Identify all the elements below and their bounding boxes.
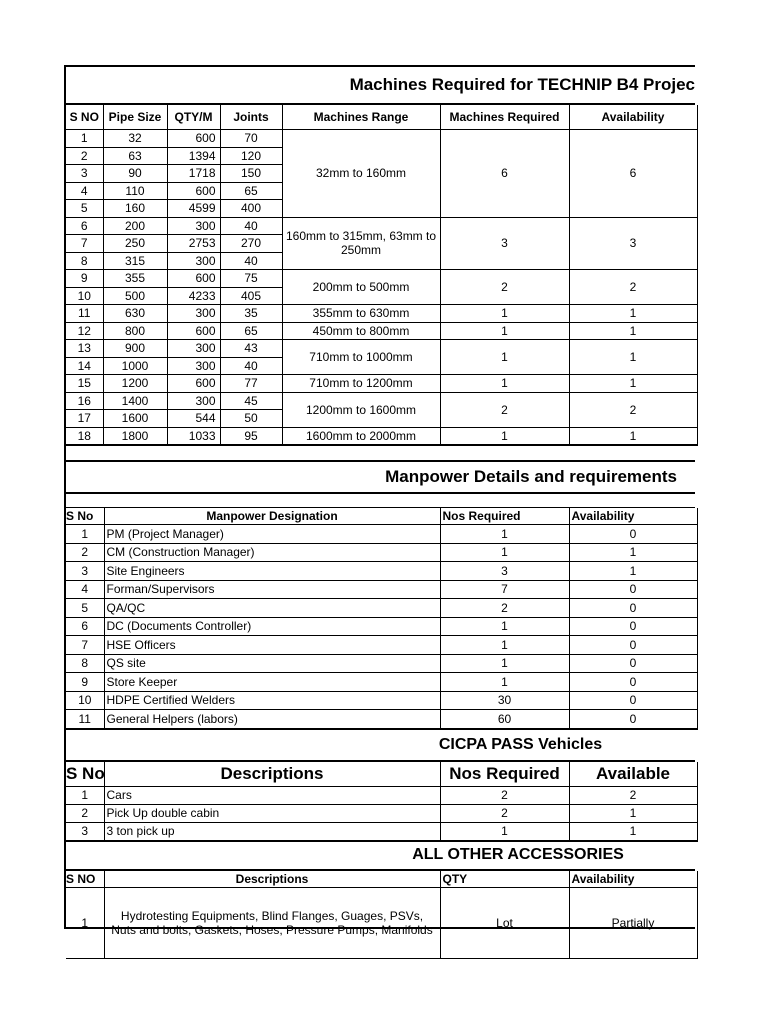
pipe-size-cell: 63 (103, 147, 167, 165)
manpower-table (66, 508, 698, 730)
machines-range-cell: 710mm to 1200mm (282, 375, 440, 393)
table-row (66, 636, 697, 655)
table-row (66, 710, 697, 729)
machines-required-cell: 6 (440, 130, 569, 218)
designation-cell: General Helpers (labors) (104, 710, 440, 729)
nos-required-cell: 1 (440, 822, 569, 841)
sno-cell: 5 (66, 599, 104, 618)
sno-cell: 16 (66, 392, 103, 410)
sno-cell: 8 (66, 252, 103, 270)
sno-cell: 2 (66, 804, 104, 822)
nos-required-cell: 1 (440, 543, 569, 562)
description-cell: Cars (104, 786, 440, 804)
designation-cell: QA/QC (104, 599, 440, 618)
machines-required-cell: 1 (440, 427, 569, 445)
pipe-size-cell: 1800 (103, 427, 167, 445)
qty-cell: Lot (440, 887, 569, 958)
machines-required-cell: 2 (440, 392, 569, 427)
availability-cell: Partially (569, 887, 697, 958)
table-row (66, 543, 697, 562)
col-availability: Availability (569, 871, 697, 888)
table-row (66, 427, 697, 445)
sno-cell: 1 (66, 786, 104, 804)
vehicles-title: CICPA PASS Vehicles (66, 730, 695, 762)
machines-range-cell: 200mm to 500mm (282, 270, 440, 305)
col-sno: S NO (66, 871, 104, 888)
col-machines-range: Machines Range (282, 105, 440, 130)
section-spacer (66, 446, 695, 462)
qty-cell: 600 (167, 270, 220, 288)
pipe-size-cell: 315 (103, 252, 167, 270)
nos-required-cell: 2 (440, 786, 569, 804)
qty-cell: 600 (167, 182, 220, 200)
pipe-size-cell: 32 (103, 130, 167, 148)
availability-cell: 1 (569, 375, 697, 393)
pipe-size-cell: 1400 (103, 392, 167, 410)
sno-cell: 8 (66, 654, 104, 673)
col-available: Available (569, 762, 697, 787)
sno-cell: 9 (66, 673, 104, 692)
qty-cell: 300 (167, 357, 220, 375)
qty-cell: 4233 (167, 287, 220, 305)
nos-required-cell: 3 (440, 562, 569, 581)
machines-required-cell: 1 (440, 340, 569, 375)
sno-cell: 9 (66, 270, 103, 288)
machines-range-cell: 32mm to 160mm (282, 130, 440, 218)
designation-cell: Forman/Supervisors (104, 580, 440, 599)
availability-cell: 3 (569, 217, 697, 270)
joints-cell: 70 (220, 130, 282, 148)
table-row (66, 691, 697, 710)
joints-cell: 405 (220, 287, 282, 305)
table-row (66, 673, 697, 692)
machines-table (66, 105, 698, 446)
joints-cell: 75 (220, 270, 282, 288)
col-descriptions: Descriptions (104, 871, 440, 888)
table-row (66, 822, 697, 841)
joints-cell: 40 (220, 252, 282, 270)
joints-cell: 65 (220, 322, 282, 340)
table-row (66, 617, 697, 636)
joints-cell: 270 (220, 235, 282, 253)
qty-cell: 600 (167, 130, 220, 148)
pipe-size-cell: 500 (103, 287, 167, 305)
qty-cell: 2753 (167, 235, 220, 253)
joints-cell: 45 (220, 392, 282, 410)
sno-cell: 13 (66, 340, 103, 358)
availability-cell: 0 (569, 710, 697, 729)
sno-cell: 15 (66, 375, 103, 393)
accessories-title: ALL OTHER ACCESSORIES (66, 842, 695, 871)
table-row (66, 305, 697, 323)
designation-cell: HSE Officers (104, 636, 440, 655)
available-cell: 1 (569, 804, 697, 822)
nos-required-cell: 1 (440, 636, 569, 655)
qty-cell: 300 (167, 392, 220, 410)
sno-cell: 14 (66, 357, 103, 375)
joints-cell: 40 (220, 357, 282, 375)
nos-required-cell: 1 (440, 654, 569, 673)
col-availability: Availability (569, 105, 697, 130)
designation-cell: PM (Project Manager) (104, 525, 440, 544)
sno-cell: 1 (66, 130, 103, 148)
pipe-size-cell: 110 (103, 182, 167, 200)
qty-cell: 300 (167, 340, 220, 358)
machines-required-cell: 1 (440, 322, 569, 340)
availability-cell: 0 (569, 599, 697, 618)
pipe-size-cell: 800 (103, 322, 167, 340)
sno-cell: 10 (66, 691, 104, 710)
joints-cell: 65 (220, 182, 282, 200)
designation-cell: HDPE Certified Welders (104, 691, 440, 710)
col-machines-required: Machines Required (440, 105, 569, 130)
joints-cell: 35 (220, 305, 282, 323)
qty-cell: 600 (167, 375, 220, 393)
table-row (66, 130, 697, 148)
pipe-size-cell: 250 (103, 235, 167, 253)
machines-range-cell: 160mm to 315mm, 63mm to 250mm (282, 217, 440, 270)
nos-required-cell: 1 (440, 617, 569, 636)
nos-required-cell: 30 (440, 691, 569, 710)
table-row (66, 580, 697, 599)
sno-cell: 12 (66, 322, 103, 340)
availability-cell: 1 (569, 322, 697, 340)
description-cell: Pick Up double cabin (104, 804, 440, 822)
availability-cell: 0 (569, 691, 697, 710)
availability-cell: 0 (569, 636, 697, 655)
qty-cell: 600 (167, 322, 220, 340)
col-sno: S No (66, 762, 104, 787)
machines-header-row (66, 105, 697, 130)
sno-cell: 10 (66, 287, 103, 305)
availability-cell: 1 (569, 562, 697, 581)
col-qty: QTY/M (167, 105, 220, 130)
col-pipe-size: Pipe Size (103, 105, 167, 130)
joints-cell: 40 (220, 217, 282, 235)
joints-cell: 77 (220, 375, 282, 393)
sno-cell: 4 (66, 182, 103, 200)
accessories-header-row (66, 871, 697, 888)
availability-cell: 1 (569, 340, 697, 375)
vehicles-table (66, 762, 698, 842)
sno-cell: 18 (66, 427, 103, 445)
manpower-title: Manpower Details and requirements (66, 462, 695, 494)
table-row (66, 786, 697, 804)
sno-cell: 6 (66, 617, 104, 636)
availability-cell: 0 (569, 580, 697, 599)
qty-cell: 300 (167, 252, 220, 270)
availability-cell: 1 (569, 427, 697, 445)
pipe-size-cell: 630 (103, 305, 167, 323)
pipe-size-cell: 355 (103, 270, 167, 288)
sno-cell: 11 (66, 305, 103, 323)
nos-required-cell: 2 (440, 599, 569, 618)
description-cell: Hydrotesting Equipments, Blind Flanges, Guages, PSVs, Nuts and bolts, Gaskets, Hoses, Pressure Pumps, Manifolds (104, 887, 440, 958)
designation-cell: QS site (104, 654, 440, 673)
pipe-size-cell: 1000 (103, 357, 167, 375)
sno-cell: 17 (66, 410, 103, 428)
col-nos-required: Nos Required (440, 762, 569, 787)
sno-cell: 7 (66, 235, 103, 253)
available-cell: 2 (569, 786, 697, 804)
table-row (66, 270, 697, 288)
accessories-table (66, 871, 698, 959)
machines-range-cell: 355mm to 630mm (282, 305, 440, 323)
machines-title: Machines Required for TECHNIP B4 Projec (66, 67, 695, 105)
sno-cell: 7 (66, 636, 104, 655)
joints-cell: 95 (220, 427, 282, 445)
table-row (66, 887, 697, 958)
machines-range-cell: 1600mm to 2000mm (282, 427, 440, 445)
sno-cell: 1 (66, 887, 104, 958)
sno-cell: 3 (66, 822, 104, 841)
available-cell: 1 (569, 822, 697, 841)
nos-required-cell: 60 (440, 710, 569, 729)
col-nos-required: Nos Required (440, 508, 569, 525)
table-row (66, 392, 697, 410)
joints-cell: 50 (220, 410, 282, 428)
description-cell: 3 ton pick up (104, 822, 440, 841)
manpower-header-row (66, 508, 697, 525)
availability-cell: 0 (569, 617, 697, 636)
pipe-size-cell: 90 (103, 165, 167, 183)
nos-required-cell: 1 (440, 673, 569, 692)
availability-cell: 0 (569, 673, 697, 692)
table-row (66, 562, 697, 581)
qty-cell: 300 (167, 305, 220, 323)
nos-required-cell: 7 (440, 580, 569, 599)
nos-required-cell: 1 (440, 525, 569, 544)
availability-cell: 2 (569, 270, 697, 305)
joints-cell: 120 (220, 147, 282, 165)
nos-required-cell: 2 (440, 804, 569, 822)
availability-cell: 2 (569, 392, 697, 427)
table-row (66, 217, 697, 235)
machines-required-cell: 2 (440, 270, 569, 305)
col-descriptions: Descriptions (104, 762, 440, 787)
joints-cell: 43 (220, 340, 282, 358)
pipe-size-cell: 1600 (103, 410, 167, 428)
sno-cell: 2 (66, 543, 104, 562)
machines-range-cell: 710mm to 1000mm (282, 340, 440, 375)
machines-required-cell: 1 (440, 375, 569, 393)
col-sno: S NO (66, 105, 103, 130)
table-row (66, 525, 697, 544)
sno-cell: 1 (66, 525, 104, 544)
table-row (66, 804, 697, 822)
pipe-size-cell: 1200 (103, 375, 167, 393)
section-spacer (66, 494, 695, 508)
sno-cell: 2 (66, 147, 103, 165)
table-row (66, 375, 697, 393)
sno-cell: 3 (66, 562, 104, 581)
vehicles-header-row (66, 762, 697, 787)
table-row (66, 654, 697, 673)
table-row (66, 340, 697, 358)
joints-cell: 150 (220, 165, 282, 183)
col-joints: Joints (220, 105, 282, 130)
pipe-size-cell: 200 (103, 217, 167, 235)
designation-cell: CM (Construction Manager) (104, 543, 440, 562)
pipe-size-cell: 160 (103, 200, 167, 218)
availability-cell: 0 (569, 654, 697, 673)
machines-range-cell: 450mm to 800mm (282, 322, 440, 340)
machines-range-cell: 1200mm to 1600mm (282, 392, 440, 427)
col-sno: S No (66, 508, 104, 525)
col-qty: QTY (440, 871, 569, 888)
spreadsheet (64, 65, 695, 937)
availability-cell: 0 (569, 525, 697, 544)
sno-cell: 4 (66, 580, 104, 599)
qty-cell: 300 (167, 217, 220, 235)
availability-cell: 1 (569, 305, 697, 323)
designation-cell: DC (Documents Controller) (104, 617, 440, 636)
qty-cell: 544 (167, 410, 220, 428)
qty-cell: 1033 (167, 427, 220, 445)
designation-cell: Store Keeper (104, 673, 440, 692)
col-designation: Manpower Designation (104, 508, 440, 525)
qty-cell: 4599 (167, 200, 220, 218)
table-row (66, 599, 697, 618)
sno-cell: 11 (66, 710, 104, 729)
availability-cell: 6 (569, 130, 697, 218)
table-row (66, 322, 697, 340)
sno-cell: 6 (66, 217, 103, 235)
machines-required-cell: 1 (440, 305, 569, 323)
qty-cell: 1718 (167, 165, 220, 183)
qty-cell: 1394 (167, 147, 220, 165)
col-availability: Availability (569, 508, 697, 525)
machines-required-cell: 3 (440, 217, 569, 270)
pipe-size-cell: 900 (103, 340, 167, 358)
designation-cell: Site Engineers (104, 562, 440, 581)
joints-cell: 400 (220, 200, 282, 218)
sno-cell: 5 (66, 200, 103, 218)
availability-cell: 1 (569, 543, 697, 562)
sno-cell: 3 (66, 165, 103, 183)
